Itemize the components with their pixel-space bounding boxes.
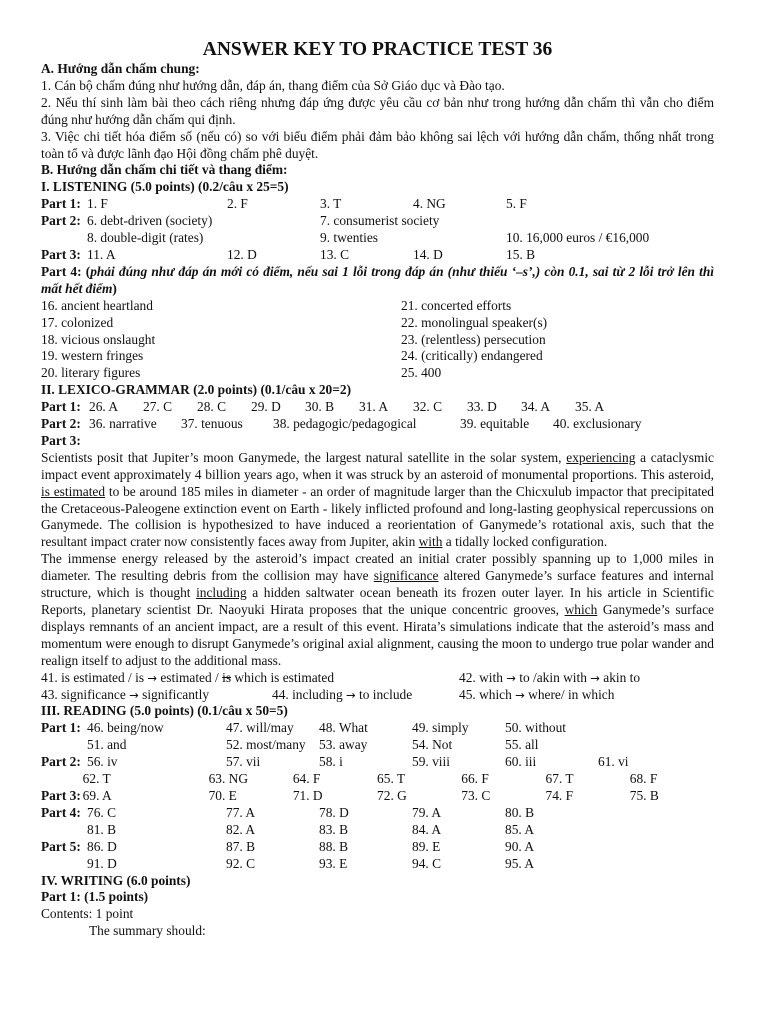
answer: 36. narrative: [89, 416, 157, 432]
answer: 1. F: [87, 196, 108, 212]
answer: 21. concerted efforts: [401, 297, 512, 313]
answer: 73. C: [461, 787, 491, 803]
listening-part4-answers: [41, 298, 714, 383]
section-a-heading: A. Hướng dẫn chấm chung:: [41, 61, 200, 76]
answer: 2. F: [227, 196, 248, 212]
answer: 26. A: [89, 399, 119, 415]
answer: 78. D: [319, 804, 349, 820]
answer: 70. E: [208, 787, 237, 803]
arrow-icon: →: [346, 687, 356, 702]
section-a-item: 3. Việc chi tiết hóa điểm số (nếu có) so với biểu điểm phải đảm bảo không sai lệch với hướng dẫn chấm, thống nhất trong toàn tổ và được lãnh đạo Hội đồng chấm phê duyệt.: [41, 128, 714, 161]
answer: 18. vicious onslaught: [41, 331, 156, 347]
answer: 58. i: [319, 754, 343, 770]
answer: 92. C: [226, 855, 256, 871]
reading-row: [41, 805, 714, 822]
arrow-icon: →: [506, 670, 516, 685]
struck-word: is: [222, 669, 232, 685]
answer: 11. A: [87, 246, 116, 262]
answer: 47. will/may: [226, 720, 294, 736]
correction-42: 42. with → to /akin with → akin to: [459, 669, 641, 685]
answer: 24. (critically) endangered: [401, 348, 543, 364]
answer: 63. NG: [208, 771, 249, 787]
page-title: ANSWER KEY TO PRACTICE TEST 36: [202, 39, 553, 60]
reading-answers: [41, 720, 714, 872]
answer: 3. T: [320, 196, 342, 212]
answer: 74. F: [545, 787, 574, 803]
answer: 67. T: [545, 771, 574, 787]
lexico-part2-row: [41, 416, 714, 433]
answer: 10. 16,000 euros / €16,000: [506, 230, 650, 246]
answer: 38. pedagogic/pedagogical: [273, 416, 417, 432]
answer: 71. D: [292, 787, 323, 803]
part-label: [41, 856, 87, 873]
answer: 52. most/many: [226, 737, 306, 753]
lexico-heading: II. LEXICO-GRAMMAR (2.0 points) (0.1/câu x 20=2): [41, 382, 352, 398]
answer: 94. C: [412, 855, 442, 871]
answer: 61. vi: [598, 754, 629, 770]
answer: 77. A: [226, 804, 256, 820]
arrow-icon: →: [129, 687, 139, 702]
answer: 76. C: [87, 804, 117, 820]
answer: 14. D: [413, 246, 443, 262]
section-a-item: 2. Nếu thí sinh làm bài theo cách riêng nhưng đáp ứng được yêu cầu cơ bản như trong hướng dẫn chấm thì vẫn cho điểm đúng như hướng dẫn chấm qui định.: [41, 94, 714, 127]
reading-row: [41, 754, 714, 771]
answer: 84. A: [412, 821, 442, 837]
reading-row: [41, 771, 714, 788]
answer: 31. A: [359, 399, 389, 415]
listening-part2-row: [41, 230, 714, 247]
answer: 83. B: [319, 821, 349, 837]
answer: 55. all: [505, 737, 539, 753]
answer: 62. T: [82, 771, 111, 787]
answer: 27. C: [143, 399, 173, 415]
answer: 40. exclusionary: [553, 416, 642, 432]
answer: 5. F: [506, 196, 527, 212]
correction-43: 43. significance → significantly: [41, 686, 210, 702]
answer: 32. C: [413, 399, 443, 415]
part4-instruction: phải đúng như đáp án mới có điểm, nếu sai 1 lỗi trong đáp án (như thiếu ‘–s’,) còn 0.1, sai từ 2 lỗi trở lên thì mất hết điểm: [41, 263, 714, 296]
answer: 86. D: [87, 838, 117, 854]
answer: 95. A: [505, 855, 535, 871]
reading-row: [41, 788, 714, 805]
answer: 39. equitable: [460, 416, 530, 432]
answer: 37. tenuous: [181, 416, 243, 432]
answer: 8. double-digit (rates): [87, 230, 204, 246]
answer: 68. F: [629, 771, 658, 787]
answer: 34. A: [521, 399, 551, 415]
answer: 12. D: [227, 246, 257, 262]
answer: 46. being/now: [87, 720, 164, 736]
correction-45: 45. which → where/ in which: [459, 686, 615, 702]
part-label: Part 4:: [41, 804, 81, 820]
answer: 75. B: [629, 787, 659, 803]
reading-row: [41, 839, 714, 856]
answer: 85. A: [505, 821, 535, 837]
answer: 93. E: [319, 855, 348, 871]
answer: 53. away: [319, 737, 368, 753]
lexico-part1-row: [41, 399, 714, 416]
part-label: Part 1:: [41, 196, 81, 212]
part-label: Part 5:: [41, 838, 81, 854]
listening-part4-note: Part 4: (phải đúng như đáp án mới có điểm, nếu sai 1 lỗi trong đáp án (như thiếu ‘–s’,) còn 0.1, sai từ 2 lỗi trở lên thì mất hết điểm): [41, 263, 714, 296]
section-a-item: 1. Cán bộ chấm đúng như hướng dẫn, đáp án, thang điểm của Sở Giáo dục và Đào tạo.: [41, 77, 505, 93]
reading-row: [41, 856, 714, 873]
answer: 50. without: [505, 720, 567, 736]
reading-row: [41, 720, 714, 737]
lexico-part3-label: Part 3:: [41, 432, 81, 448]
answer: 65. T: [377, 771, 406, 787]
answer: 59. viii: [412, 754, 450, 770]
error-word: experiencing: [566, 449, 636, 465]
answer: 23. (relentless) persecution: [401, 331, 546, 347]
answer: 4. NG: [413, 196, 446, 212]
answer: 82. A: [226, 821, 256, 837]
answer: 49. simply: [412, 720, 469, 736]
answer: 69. A: [82, 787, 112, 803]
reading-row: [41, 737, 714, 754]
passage-paragraph: Scientists posit that Jupiter’s moon Ganymede, the largest natural satellite in the solar system, experiencing a cataclysmic impact event approximately 4 billion years ago, when it was struck by an asteroid of monumental proportions. This asteroid, is estimated to be around 185 miles in diameter - an order of magnitude larger than the Chicxulub impactor that precipitated the Cretaceous-Paleogene extinction event on Earth - likely inflicted profound and long-lasting geophysical repercussions on Ganymede. The collision is hypothesized to have induced a reorientation of Ganymede’s rotational axis, such that the resultant impact crater now consistently faces away from Jupiter, akin with a tidally locked configuration.: [41, 449, 714, 550]
listening-part3-row: [41, 247, 714, 264]
answer: 33. D: [467, 399, 497, 415]
writing-contents: Contents: 1 point: [41, 906, 134, 922]
answer: 29. D: [251, 399, 281, 415]
error-word: including: [196, 585, 247, 601]
answer: 9. twenties: [320, 230, 379, 246]
writing-summary-intro: The summary should:: [89, 923, 206, 939]
part-label: [41, 737, 87, 754]
reading-heading: III. READING (5.0 points) (0.1/câu x 50=5): [41, 703, 288, 719]
answer: 80. B: [505, 804, 535, 820]
writing-part1-heading: Part 1: (1.5 points): [41, 889, 149, 905]
part-label: [41, 822, 87, 839]
answer: 56. iv: [87, 754, 118, 770]
reading-row: [41, 822, 714, 839]
answer: 16. ancient heartland: [41, 297, 153, 313]
passage-paragraph: The immense energy released by the asteroid’s impact created an initial crater possibly spanning up to 1,000 miles in diameter. The resulting debris from the collision may have significance altered Ganymede’s surface features and internal structure, which is thought including a hidden saltwater ocean beneath its frozen outer layer. In his article in Scientific Reports, planetary scientist Dr. Naoyuki Hirata proposes that the unique concentric grooves, which Ganymede’s surface displays remnants of an ancient impact, are a result of this event. Hirata’s simulations indicate that the asteroid’s mass and momentum were enough to disrupt Ganymede’s original axial alignment, causing the moon to undergo true polar wander and realign itself to adjust to the additional mass.: [41, 551, 714, 668]
error-word: is estimated: [41, 483, 106, 499]
answer: 25. 400: [401, 365, 442, 381]
part-label: Part 2:: [41, 213, 81, 229]
answer: 54. Not: [412, 737, 453, 753]
correction-41: 41. is estimated / is → estimated / is which is estimated: [41, 669, 335, 685]
answer: 88. B: [319, 838, 349, 854]
part-label: Part 3:: [41, 246, 81, 262]
part-label: Part 1:: [41, 399, 81, 415]
answer: 90. A: [505, 838, 535, 854]
answer: 72. G: [377, 787, 407, 803]
listening-part1-row: [41, 196, 714, 213]
part-label: Part 4:: [41, 263, 82, 279]
answer: 22. monolingual speaker(s): [401, 314, 548, 330]
answer: 13. C: [320, 246, 350, 262]
answer: 19. western fringes: [41, 348, 144, 364]
correction-row: [41, 687, 714, 704]
correction-44: 44. including → to include: [272, 686, 413, 702]
answer: 17. colonized: [41, 314, 114, 330]
listening-heading: I. LISTENING (5.0 points) (0.2/câu x 25=5): [41, 179, 289, 195]
correction-row: [41, 670, 714, 687]
answer: 15. B: [506, 246, 536, 262]
part-label: Part 2:: [41, 416, 81, 432]
answer: 48. What: [319, 720, 368, 736]
error-word: significance: [373, 568, 439, 584]
answer: 87. B: [226, 838, 256, 854]
section-b-heading: B. Hướng dẫn chấm chi tiết và thang điểm:: [41, 162, 288, 178]
error-word: with: [418, 534, 443, 550]
answer: 28. C: [197, 399, 227, 415]
answer: 89. E: [412, 838, 441, 854]
arrow-icon: →: [590, 670, 600, 685]
error-word: which: [564, 602, 598, 617]
answer: 35. A: [575, 399, 605, 415]
part-label: Part 2:: [41, 754, 81, 770]
answer: 81. B: [87, 821, 117, 837]
answer: 66. F: [461, 771, 489, 787]
part-label: [41, 771, 83, 788]
arrow-icon: →: [147, 670, 158, 685]
answer: 51. and: [87, 737, 127, 753]
arrow-icon: →: [515, 687, 525, 702]
answer: 60. iii: [505, 754, 537, 770]
answer: 30. B: [305, 399, 335, 415]
answer: 6. debt-driven (society): [87, 213, 213, 229]
answer: 91. D: [87, 855, 117, 871]
listening-part2-row: [41, 213, 714, 230]
answer: 7. consumerist society: [320, 213, 440, 229]
answer: 64. F: [292, 771, 321, 787]
part-label: Part 1:: [41, 720, 81, 736]
answer: 20. literary figures: [41, 365, 141, 381]
answer: 57. vii: [226, 754, 261, 770]
answer: 79. A: [412, 804, 442, 820]
writing-heading: IV. WRITING (6.0 points): [41, 872, 191, 888]
part-label: Part 3:: [41, 787, 81, 803]
